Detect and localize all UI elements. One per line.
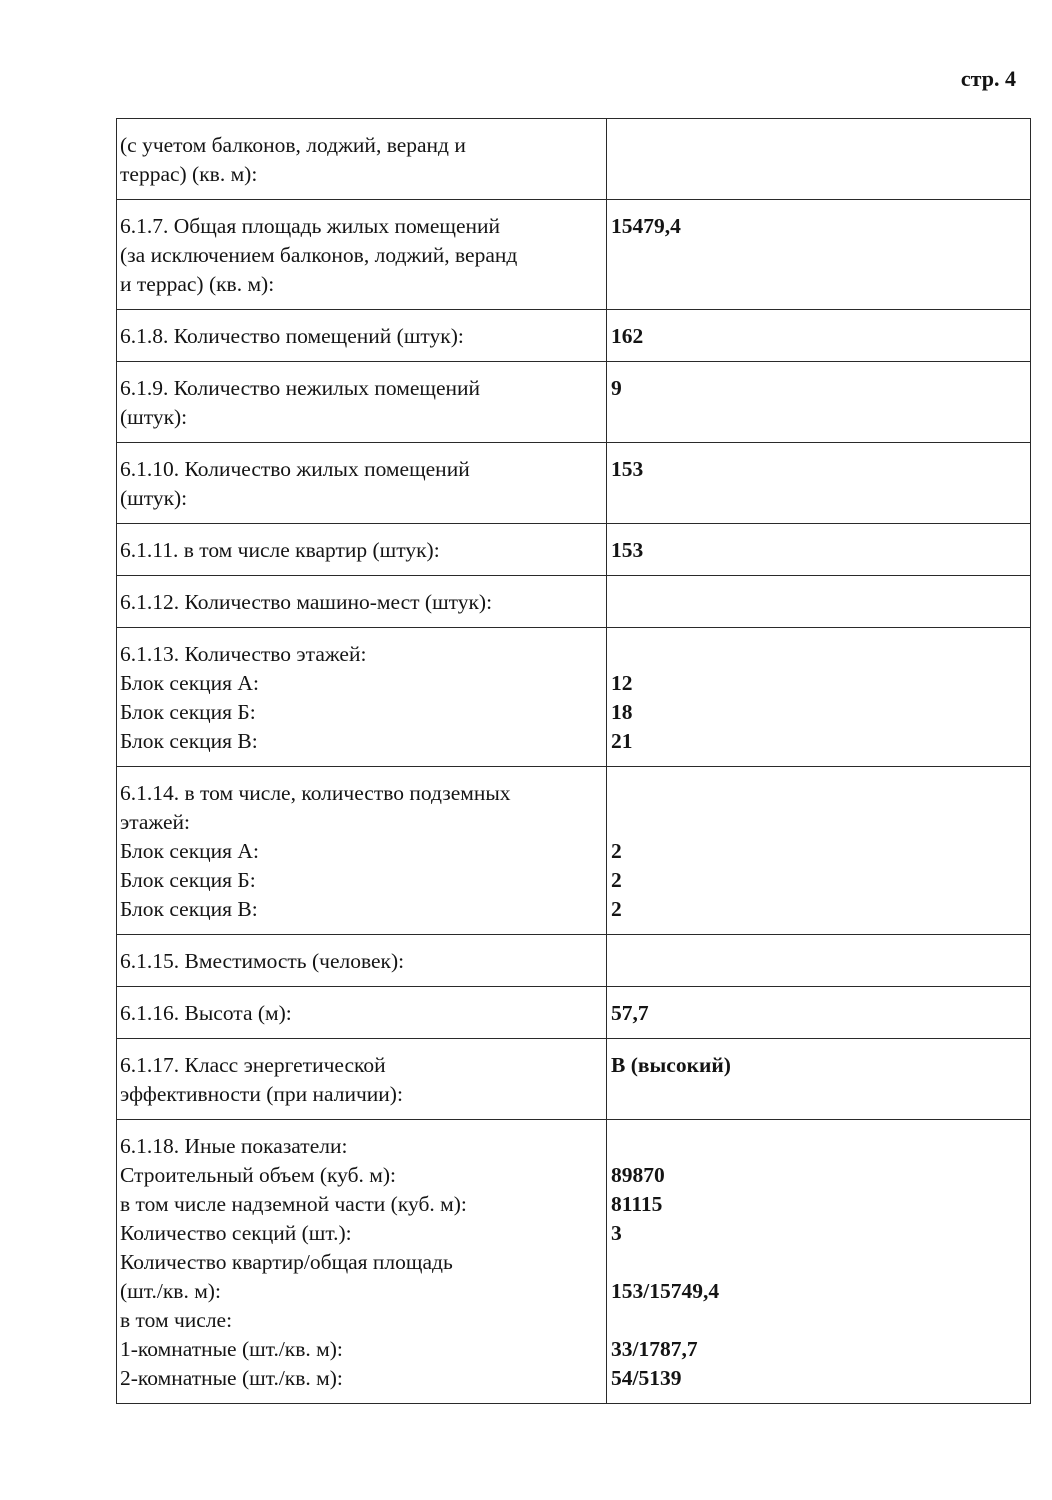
row-label-cell	[117, 200, 607, 310]
label-line: (шт./кв. м):	[120, 1279, 221, 1303]
label-line: Количество квартир/общая площадь	[120, 1250, 453, 1274]
label-line: 6.1.14. в том числе, количество подземных	[120, 781, 511, 805]
label-line: 6.1.11. в том числе квартир (штук):	[120, 538, 440, 562]
label-line: 6.1.17. Класс энергетической	[120, 1053, 386, 1077]
value-line: 3	[611, 1221, 622, 1245]
value-line	[611, 1132, 1022, 1161]
value-line: 57,7	[611, 1001, 649, 1025]
page-number: стр. 4	[960, 66, 1016, 91]
table-row	[117, 1039, 1031, 1120]
label-line: 2-комнатные (шт./кв. м):	[120, 1366, 343, 1390]
label-line: Блок секция В:	[120, 729, 258, 753]
row-label-cell	[117, 1120, 607, 1404]
value-line: 33/1787,7	[611, 1337, 698, 1361]
value-line: 153/15749,4	[611, 1279, 720, 1303]
label-line: Блок секция В:	[120, 897, 258, 921]
row-label-cell	[117, 767, 607, 935]
value-line: 12	[611, 671, 633, 695]
table-row	[117, 576, 1031, 628]
label-line: 6.1.15. Вместимость (человек):	[120, 949, 405, 973]
value-line	[611, 131, 1022, 160]
value-line: В (высокий)	[611, 1053, 731, 1077]
value-line: 89870	[611, 1163, 665, 1187]
value-line: 15479,4	[611, 214, 681, 238]
row-label-cell	[117, 1039, 607, 1120]
label-line: 6.1.7. Общая площадь жилых помещений	[120, 214, 501, 238]
value-line: 81115	[611, 1192, 663, 1216]
label-line: 6.1.12. Количество машино-мест (штук):	[120, 590, 493, 614]
table-row	[117, 119, 1031, 200]
label-line: 6.1.8. Количество помещений (штук):	[120, 324, 464, 348]
value-line	[611, 808, 1022, 837]
row-label-cell	[117, 362, 607, 443]
label-line: (штук):	[120, 405, 188, 429]
value-line	[611, 947, 1022, 976]
value-line: 153	[611, 538, 644, 562]
row-value-cell	[607, 1039, 1031, 1120]
value-line: 153	[611, 457, 644, 481]
label-line: в том числе надземной части (куб. м):	[120, 1192, 467, 1216]
value-line	[611, 588, 1022, 617]
label-line: террас) (кв. м):	[120, 162, 258, 186]
label-line: 6.1.9. Количество нежилых помещений	[120, 376, 480, 400]
value-line	[611, 1248, 1022, 1277]
value-line: 2	[611, 839, 622, 863]
row-value-cell	[607, 443, 1031, 524]
label-line: (с учетом балконов, лоджий, веранд и	[120, 133, 466, 157]
table-row	[117, 987, 1031, 1039]
row-label-cell	[117, 576, 607, 628]
value-line	[611, 640, 1022, 669]
label-line: этажей:	[120, 810, 191, 834]
row-label-cell	[117, 443, 607, 524]
label-line: Блок секция А:	[120, 839, 259, 863]
row-label-cell	[117, 310, 607, 362]
table-row	[117, 310, 1031, 362]
value-line: 18	[611, 700, 633, 724]
row-value-cell	[607, 310, 1031, 362]
table-row	[117, 935, 1031, 987]
row-value-cell	[607, 628, 1031, 767]
label-line: Блок секция А:	[120, 671, 259, 695]
label-line: и террас) (кв. м):	[120, 272, 275, 296]
row-label-cell	[117, 524, 607, 576]
value-line	[611, 779, 1022, 808]
row-value-cell	[607, 987, 1031, 1039]
table-row	[117, 362, 1031, 443]
row-label-cell	[117, 119, 607, 200]
value-line: 162	[611, 324, 644, 348]
specification-table	[116, 118, 1031, 1404]
label-line: 6.1.18. Иные показатели:	[120, 1134, 348, 1158]
row-value-cell	[607, 362, 1031, 443]
label-line: 1-комнатные (шт./кв. м):	[120, 1337, 343, 1361]
row-label-cell	[117, 628, 607, 767]
row-value-cell	[607, 200, 1031, 310]
row-value-cell	[607, 1120, 1031, 1404]
row-label-cell	[117, 935, 607, 987]
label-line: Блок секция Б:	[120, 700, 256, 724]
row-value-cell	[607, 576, 1031, 628]
table-row	[117, 1120, 1031, 1404]
value-line: 54/5139	[611, 1366, 682, 1390]
row-value-cell	[607, 935, 1031, 987]
label-line: Строительный объем (куб. м):	[120, 1163, 397, 1187]
label-line: Количество секций (шт.):	[120, 1221, 352, 1245]
value-line	[611, 1306, 1022, 1335]
table-row	[117, 524, 1031, 576]
table-row	[117, 767, 1031, 935]
row-value-cell	[607, 767, 1031, 935]
value-line: 2	[611, 897, 622, 921]
value-line: 9	[611, 376, 622, 400]
row-value-cell	[607, 524, 1031, 576]
label-line: (за исключением балконов, лоджий, веранд	[120, 243, 518, 267]
value-line: 2	[611, 868, 622, 892]
value-line: 21	[611, 729, 633, 753]
table-row	[117, 443, 1031, 524]
row-label-cell	[117, 987, 607, 1039]
label-line: 6.1.13. Количество этажей:	[120, 642, 367, 666]
label-line: 6.1.10. Количество жилых помещений	[120, 457, 470, 481]
label-line: (штук):	[120, 486, 188, 510]
table-row	[117, 200, 1031, 310]
table-row	[117, 628, 1031, 767]
row-value-cell	[607, 119, 1031, 200]
label-line: 6.1.16. Высота (м):	[120, 1001, 292, 1025]
label-line: эффективности (при наличии):	[120, 1082, 403, 1106]
label-line: в том числе:	[120, 1308, 233, 1332]
label-line: Блок секция Б:	[120, 868, 256, 892]
